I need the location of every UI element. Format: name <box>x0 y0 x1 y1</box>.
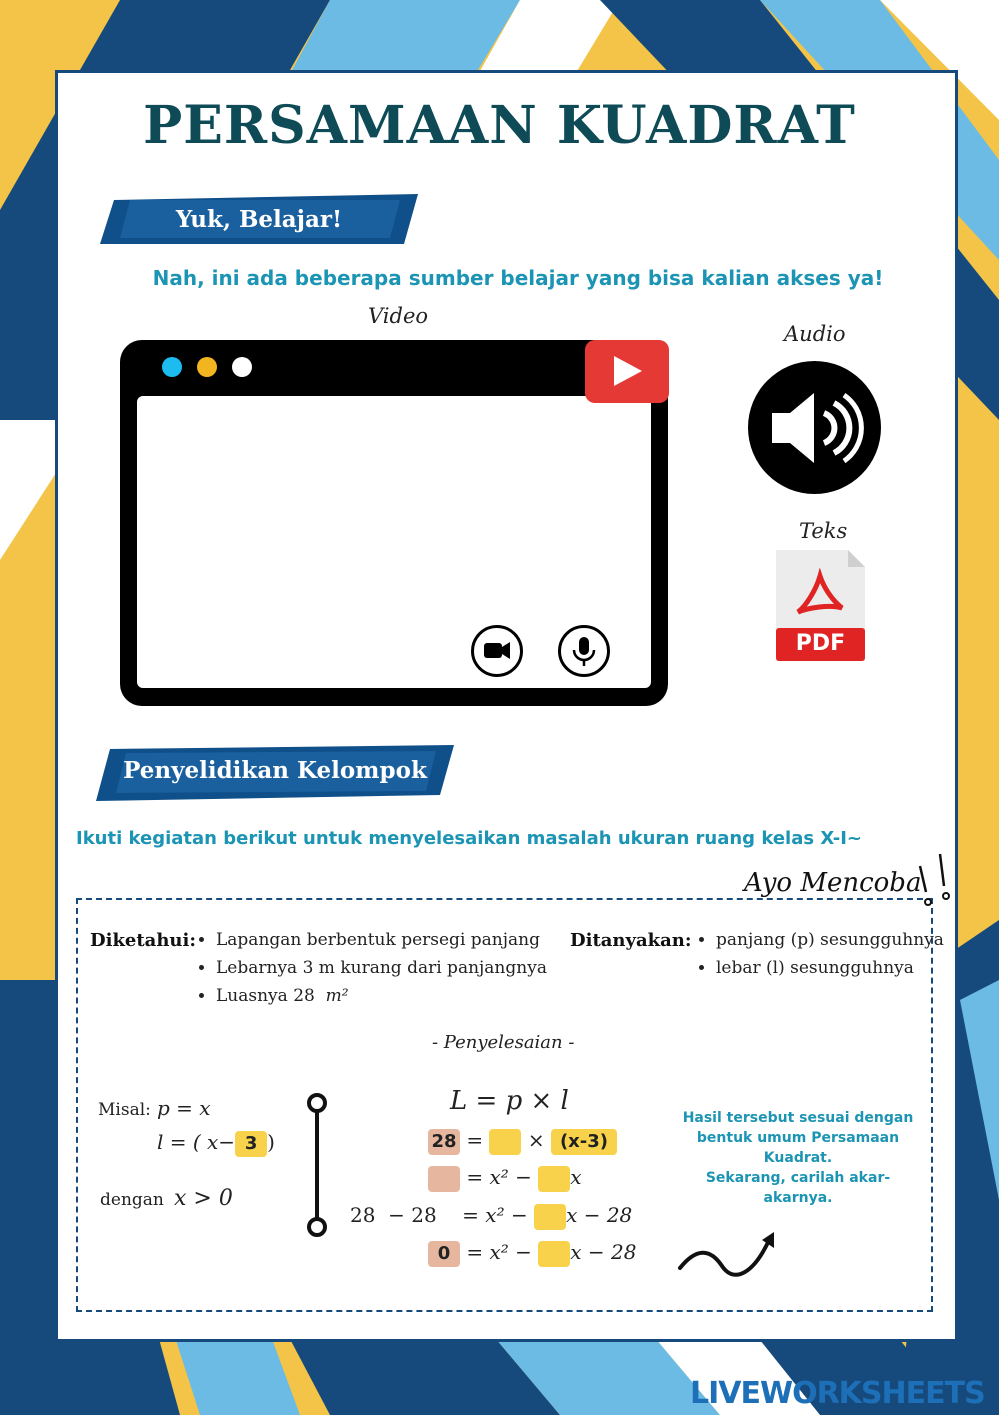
known-label: Diketahui: <box>90 930 197 951</box>
l-eq-value[interactable]: 3 <box>235 1131 267 1157</box>
line4-value[interactable]: 0 <box>428 1241 460 1267</box>
line1-blank[interactable] <box>489 1129 521 1155</box>
result-note: Hasil tersebut sesuai dengan bentuk umum Persamaan Kuadrat. Sekarang, carilah akar-akarnya. <box>682 1110 914 1206</box>
video-label: Video <box>368 304 429 328</box>
microphone-icon[interactable] <box>558 625 610 677</box>
dengan-label: dengan <box>100 1190 164 1210</box>
asked-item: • panjang (p) sesungguhnya <box>716 926 944 954</box>
line4-rhs-suffix: x − 28 <box>570 1240 637 1264</box>
connector-line <box>304 1092 330 1238</box>
play-icon[interactable] <box>585 340 669 403</box>
line4-rhs-prefix: = x² − <box>466 1240 532 1264</box>
exclamation-icon <box>912 850 956 910</box>
pdf-icon[interactable] <box>776 550 865 661</box>
l-eq-suffix: ) <box>267 1130 275 1154</box>
line4-blank[interactable] <box>538 1241 570 1267</box>
asked-item: • lebar (l) sesungguhnya <box>716 954 944 982</box>
known-item: • Lapangan berbentuk persegi panjang <box>216 926 547 954</box>
curly-arrow-icon <box>676 1228 780 1284</box>
window-dot-blue <box>162 357 182 377</box>
l-eq-prefix: l = ( x− <box>157 1130 236 1154</box>
solution-title: - Penyelesaian - <box>432 1032 575 1053</box>
misal-label: Misal: <box>98 1100 151 1120</box>
section2-intro: Ikuti kegiatan berikut untuk menyelesaikan masalah ukuran ruang kelas X-I~ <box>76 828 862 849</box>
page-title: PERSAMAAN KUADRAT <box>143 95 856 156</box>
area-unit: m² <box>325 986 349 1006</box>
dengan-condition: x > 0 <box>174 1186 233 1211</box>
audio-label: Audio <box>784 322 846 346</box>
l-equation <box>157 1130 275 1157</box>
asked-list <box>694 926 944 982</box>
known-item: • Lebarnya 3 m kurang dari panjangnya <box>216 954 547 982</box>
line2-blank[interactable] <box>428 1166 460 1192</box>
line2-rhs-prefix: = x² − <box>466 1165 532 1189</box>
line2-blank-b[interactable] <box>538 1166 570 1192</box>
pdf-label: PDF <box>795 631 846 656</box>
equation-line-1: 28 = × (x-3) <box>428 1128 617 1155</box>
footer-brand: LIVEWORKSHEETS <box>690 1376 985 1411</box>
known-item <box>216 982 547 1010</box>
section1-intro: Nah, ini ada beberapa sumber belajar yang bisa kalian akses ya! <box>152 266 884 290</box>
section-banner-belajar <box>100 194 418 244</box>
line3-lhs: 28 − 28 <box>350 1203 437 1227</box>
line3-rhs-prefix: = x² − <box>462 1203 528 1227</box>
ayo-mencoba-label: Ayo Mencoba <box>740 868 925 898</box>
equation-line-3 <box>350 1203 632 1230</box>
known-area: Luasnya 28 <box>216 986 315 1006</box>
line3-blank[interactable] <box>534 1204 566 1230</box>
line1-factor[interactable]: (x-3) <box>551 1129 617 1155</box>
line1-value[interactable]: 28 <box>428 1129 460 1155</box>
banner-label: Yuk, Belajar! <box>175 205 343 233</box>
section-banner-penyelidikan <box>96 745 454 795</box>
camera-icon[interactable] <box>471 625 523 677</box>
text-label: Teks <box>799 519 848 543</box>
line3-rhs-suffix: x − 28 <box>566 1203 633 1227</box>
asked-label: Ditanyakan: <box>570 930 692 951</box>
formula: L = p × l <box>450 1086 569 1116</box>
equation-line-4 <box>428 1240 636 1267</box>
line2-rhs-suffix: x <box>570 1165 582 1189</box>
p-equation: p = x <box>157 1096 211 1120</box>
known-list <box>194 926 547 1010</box>
speaker-icon[interactable] <box>748 361 881 494</box>
window-dot-yellow <box>197 357 217 377</box>
window-dot-white <box>232 357 252 377</box>
equation-line-2 <box>428 1165 582 1192</box>
banner-label: Penyelidikan Kelompok <box>123 756 427 784</box>
